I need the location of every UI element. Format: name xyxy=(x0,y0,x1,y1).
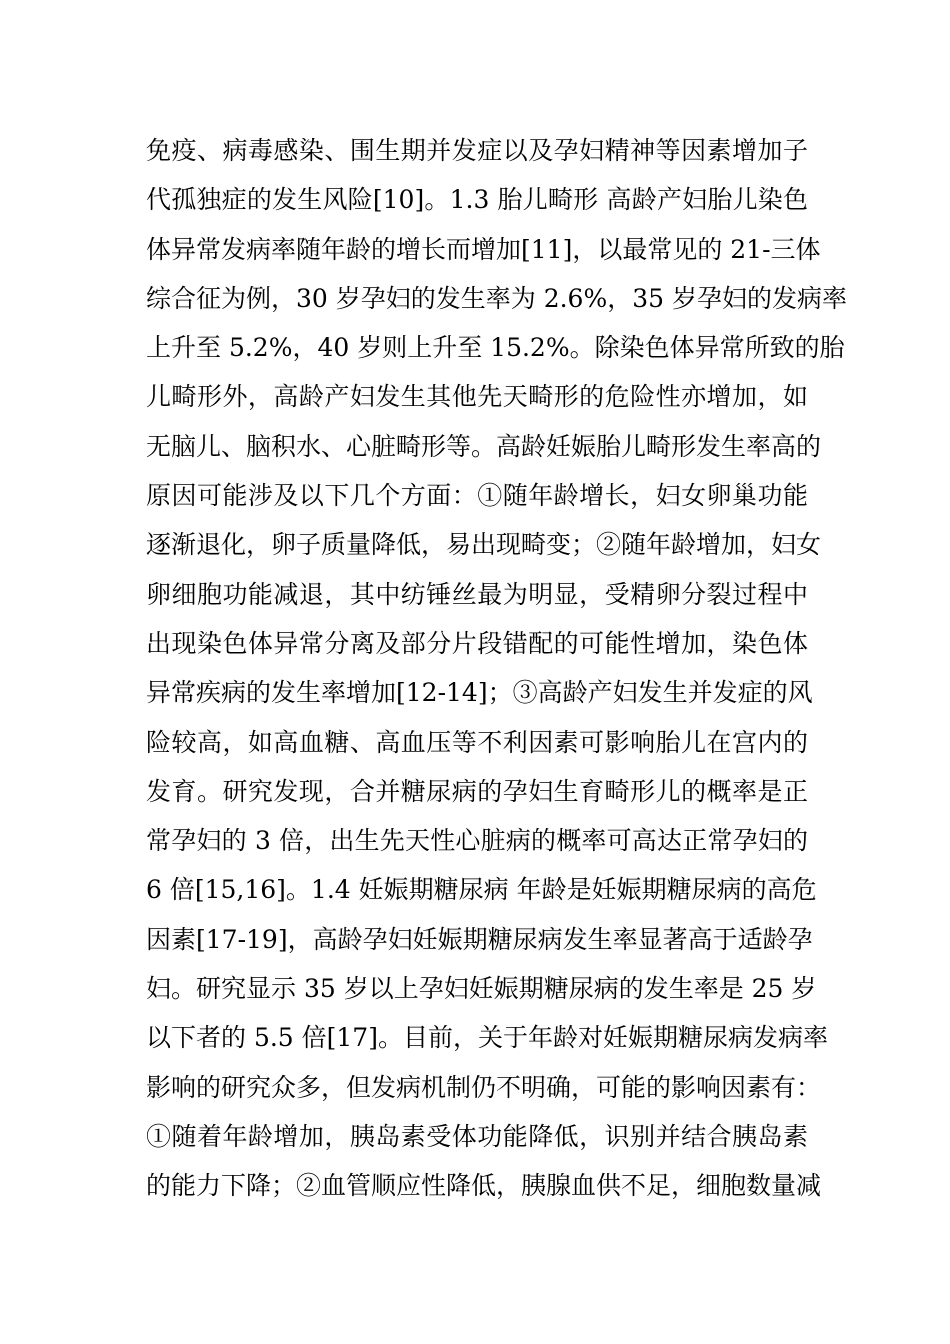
text-line: 妇。研究显示 35 岁以上孕妇妊娠期糖尿病的发生率是 25 岁 xyxy=(146,974,817,1004)
body-text xyxy=(146,126,847,1211)
text-line: 发育。研究发现，合并糖尿病的孕妇生育畸形儿的概率是正 xyxy=(146,776,808,806)
text-line: 卵细胞功能减退，其中纺锤丝最为明显，受精卵分裂过程中 xyxy=(146,579,808,609)
text-line: 免疫、病毒感染、围生期并发症以及孕妇精神等因素增加子 xyxy=(146,136,808,165)
text-line: 儿畸形外，高龄产妇发生其他先天畸形的危险性亦增加，如 xyxy=(146,382,808,412)
text-line: ①随着年龄增加，胰岛素受体功能降低，识别并结合胰岛素 xyxy=(146,1121,808,1151)
text-line: 原因可能涉及以下几个方面：①随年龄增长，妇女卵巢功能 xyxy=(146,481,808,511)
text-line: 影响的研究众多，但发病机制仍不明确，可能的影响因素有： xyxy=(146,1072,822,1102)
text-line: 综合征为例，30 岁孕妇的发生率为 2.6%，35 岁孕妇的发病率 xyxy=(146,283,847,313)
text-line: 代孤独症的发生风险[10]。1.3 胎儿畸形 高龄产妇胎儿染色 xyxy=(146,185,808,215)
text-line: 逐渐退化，卵子质量降低，易出现畸变；②随年龄增加，妇女 xyxy=(146,530,822,560)
text-line: 无脑儿、脑积水、心脏畸形等。高龄妊娠胎儿畸形发生率高的 xyxy=(146,431,822,461)
text-line: 的能力下降；②血管顺应性降低，胰腺血供不足，细胞数量减 xyxy=(146,1171,822,1201)
text-line: 以下者的 5.5 倍[17]。目前，关于年龄对妊娠期糖尿病发病率 xyxy=(146,1023,828,1053)
text-line: 险较高，如高血糖、高血压等不利因素可影响胎儿在宫内的 xyxy=(146,727,808,757)
text-line: 体异常发病率随年龄的增长而增加[11]，以最常见的 21-三体 xyxy=(146,234,821,264)
text-line: 出现染色体异常分离及部分片段错配的可能性增加，染色体 xyxy=(146,628,808,658)
text-line: 上升至 5.2%，40 岁则上升至 15.2%。除染色体异常所致的胎 xyxy=(146,333,845,363)
text-line: 6 倍[15,16]。1.4 妊娠期糖尿病 年龄是妊娠期糖尿病的高危 xyxy=(146,875,817,905)
text-line: 异常疾病的发生率增加[12-14]；③高龄产妇发生并发症的风 xyxy=(146,678,813,708)
text-line: 常孕妇的 3 倍，出生先天性心脏病的概率可高达正常孕妇的 xyxy=(146,826,808,856)
text-line: 因素[17-19]，高龄孕妇妊娠期糖尿病发生率显著高于适龄孕 xyxy=(146,924,813,954)
